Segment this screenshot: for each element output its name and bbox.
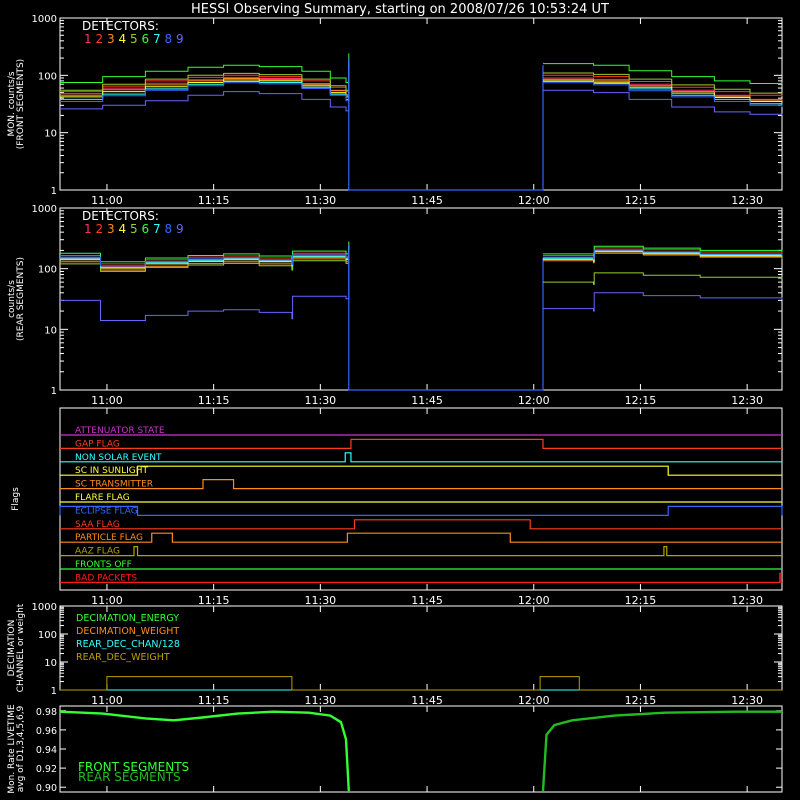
rear-x-tick-label: 11:45 (411, 394, 443, 407)
decimation-legend-item: REAR_DEC_CHAN/128 (76, 639, 180, 650)
decimation-y-tick-label: 1000 (31, 602, 57, 613)
front-legend-item-2: 2 (95, 32, 104, 46)
front-y-label: MON. counts/s (7, 71, 17, 137)
flags-x-tick-label: 11:00 (91, 594, 123, 607)
rear-legend-item-8: 8 (164, 222, 173, 236)
front-legend-item-9: 9 (176, 32, 184, 46)
front-x-tick-label: 12:00 (517, 194, 550, 207)
rear-legend-item-2: 2 (95, 222, 104, 236)
flag-line-sc-in-sunlight (60, 466, 782, 475)
front-x-tick-label: 12:30 (731, 194, 763, 207)
rear-x-tick-label: 12:00 (517, 394, 550, 407)
rear-legend-item-1: 1 (84, 222, 92, 236)
livetime-legend-item: FRONT SEGMENTS (78, 760, 190, 774)
flag-line-saa-flag (60, 520, 782, 529)
flag-label-particle-flag: PARTICLE FLAG (75, 533, 143, 544)
flags-x-tick-label: 12:30 (731, 594, 763, 607)
rear-y-tick-label: 100 (37, 264, 57, 276)
flag-label-aaz-flag: AAZ FLAG (75, 546, 120, 557)
flag-label-sc-in-sunlight: SC IN SUNLIGHT (75, 466, 149, 477)
rear-y-tick-label: 1000 (31, 204, 57, 215)
livetime-y-tick-label: 0.96 (35, 725, 57, 737)
front-legend-title: DETECTORS: (82, 19, 159, 33)
decimation-x-tick-label: 11:30 (304, 694, 337, 707)
decimation-legend-item: REAR_DEC_WEIGHT (76, 652, 170, 663)
livetime-series-2-line (543, 712, 782, 791)
decimation-y-label: CHANNEL or weight (16, 603, 26, 693)
flag-line-gap-flag (60, 439, 782, 448)
decimation-x-tick-label: 12:30 (731, 694, 763, 707)
flag-label-flare-flag: FLARE FLAG (75, 493, 130, 503)
flag-line-non-solar-event (60, 453, 782, 462)
front-data-gap-line (349, 58, 543, 190)
front-legend-item-8: 8 (164, 32, 173, 46)
rear-x-tick-label: 11:15 (197, 394, 230, 407)
front-legend-item-6: 6 (141, 32, 150, 46)
decimation-legend-item: DECIMATION_ENERGY (76, 613, 180, 624)
rear-y-tick-label: 10 (44, 325, 57, 337)
flags-x-tick-label: 11:15 (197, 594, 230, 607)
front-legend-item-3: 3 (107, 32, 115, 46)
front-y-tick-label: 10 (44, 128, 57, 140)
rear-x-tick-label: 11:00 (91, 394, 123, 407)
flag-line-aaz-flag (60, 547, 782, 556)
front-detector-6-line (60, 54, 349, 83)
rear-legend-title: DETECTORS: (82, 209, 159, 223)
flag-label-eclipse-flag: ECLIPSE FLAG (75, 506, 138, 517)
livetime-legend-item: REAR SEGMENTS (78, 770, 181, 784)
rear-y-label: counts/s (7, 280, 17, 318)
front-x-tick-label: 11:30 (304, 194, 337, 207)
flags-x-tick-label: 12:00 (517, 594, 550, 607)
livetime-y-tick-label: 0.92 (35, 764, 57, 776)
front-legend-item-5: 5 (130, 32, 138, 46)
livetime-y-tick-label: 0.98 (35, 706, 57, 718)
flags-y-label: Flags (11, 487, 21, 511)
livetime-y-tick-label: 0.90 (35, 783, 57, 795)
flag-line-sc-transmitter (60, 480, 782, 489)
rear-detector-9-line-after (543, 293, 782, 311)
flag-line-particle-flag (60, 533, 782, 542)
flag-label-fronts-off: FRONTS OFF (75, 560, 132, 570)
rear-legend-item-5: 5 (130, 222, 138, 236)
flag-line-eclipse-flag (60, 506, 782, 515)
front-legend-item-4: 4 (118, 32, 127, 46)
livetime-y-tick-label: 0.94 (35, 745, 57, 756)
livetime-y-label: avg of D1,3,4,5,6,9 (16, 705, 26, 793)
front-detector-4-line (60, 64, 349, 97)
decimation-x-tick-label: 12:00 (517, 694, 550, 707)
decimation-legend-item: DECIMATION_WEIGHT (76, 626, 180, 637)
rear-y-label: (REAR SEGMENTS) (16, 256, 26, 342)
decimation-y-tick-label: 100 (37, 630, 57, 641)
front-x-tick-label: 11:00 (91, 194, 123, 207)
decimation-y-tick-label: 10 (44, 658, 57, 669)
flags-x-tick-label: 12:15 (624, 594, 657, 607)
front-legend-item-7: 7 (153, 32, 161, 46)
front-y-tick-label: 1 (50, 186, 57, 197)
decimation-x-tick-label: 12:15 (624, 694, 657, 707)
front-x-tick-label: 11:15 (197, 194, 230, 207)
rear-y-tick-label: 1 (50, 386, 57, 397)
rear-legend-item-4: 4 (118, 222, 127, 236)
rear-detector-5-line-after (543, 273, 782, 285)
rear-legend-item-3: 3 (107, 222, 115, 236)
figure-title: HESSI Observing Summary, starting on 2008/07/26 10:53:24 UT (191, 2, 609, 17)
decimation-x-tick-label: 11:15 (197, 694, 230, 707)
flag-label-gap-flag: GAP FLAG (75, 439, 120, 450)
decimation-y-tick-label: 1 (50, 686, 57, 697)
rear-x-tick-label: 12:15 (624, 394, 657, 407)
rear-data-gap-line (349, 250, 543, 390)
livetime-y-label: Mon. Rate LIVETIME (7, 704, 17, 794)
front-x-tick-label: 11:45 (411, 194, 443, 207)
decimation-x-tick-label: 11:45 (411, 694, 443, 707)
flag-label-non-solar-event: NON SOLAR EVENT (75, 452, 162, 463)
front-x-tick-label: 12:15 (624, 194, 657, 207)
front-detector-9-line-after (543, 90, 782, 115)
decimation-series-4-line (60, 677, 782, 690)
decimation-y-label: DECIMATION (7, 619, 17, 677)
panels-group (7, 14, 782, 794)
rear-x-tick-label: 11:30 (304, 394, 337, 407)
front-legend-item-1: 1 (84, 32, 92, 46)
flags-x-tick-label: 11:30 (304, 594, 337, 607)
flag-label-bad-packets: BAD PACKETS (75, 573, 138, 584)
rear-legend-item-7: 7 (153, 222, 161, 236)
decimation-x-tick-label: 11:00 (91, 694, 123, 707)
front-y-label: (FRONT SEGMENTS) (16, 58, 26, 150)
rear-legend-item-6: 6 (141, 222, 150, 236)
flag-label-sc-transmitter: SC TRANSMITTER (75, 479, 154, 490)
flag-label-attenuator-state: ATTENUATOR STATE (75, 426, 165, 436)
front-y-tick-label: 1000 (31, 14, 57, 25)
flag-label-saa-flag: SAA FLAG (75, 519, 120, 530)
front-y-tick-label: 100 (37, 71, 57, 83)
flags-x-tick-label: 11:45 (411, 594, 443, 607)
rear-legend-item-9: 9 (176, 222, 184, 236)
rear-x-tick-label: 12:30 (731, 394, 763, 407)
flag-line-bad-packets (60, 573, 782, 582)
